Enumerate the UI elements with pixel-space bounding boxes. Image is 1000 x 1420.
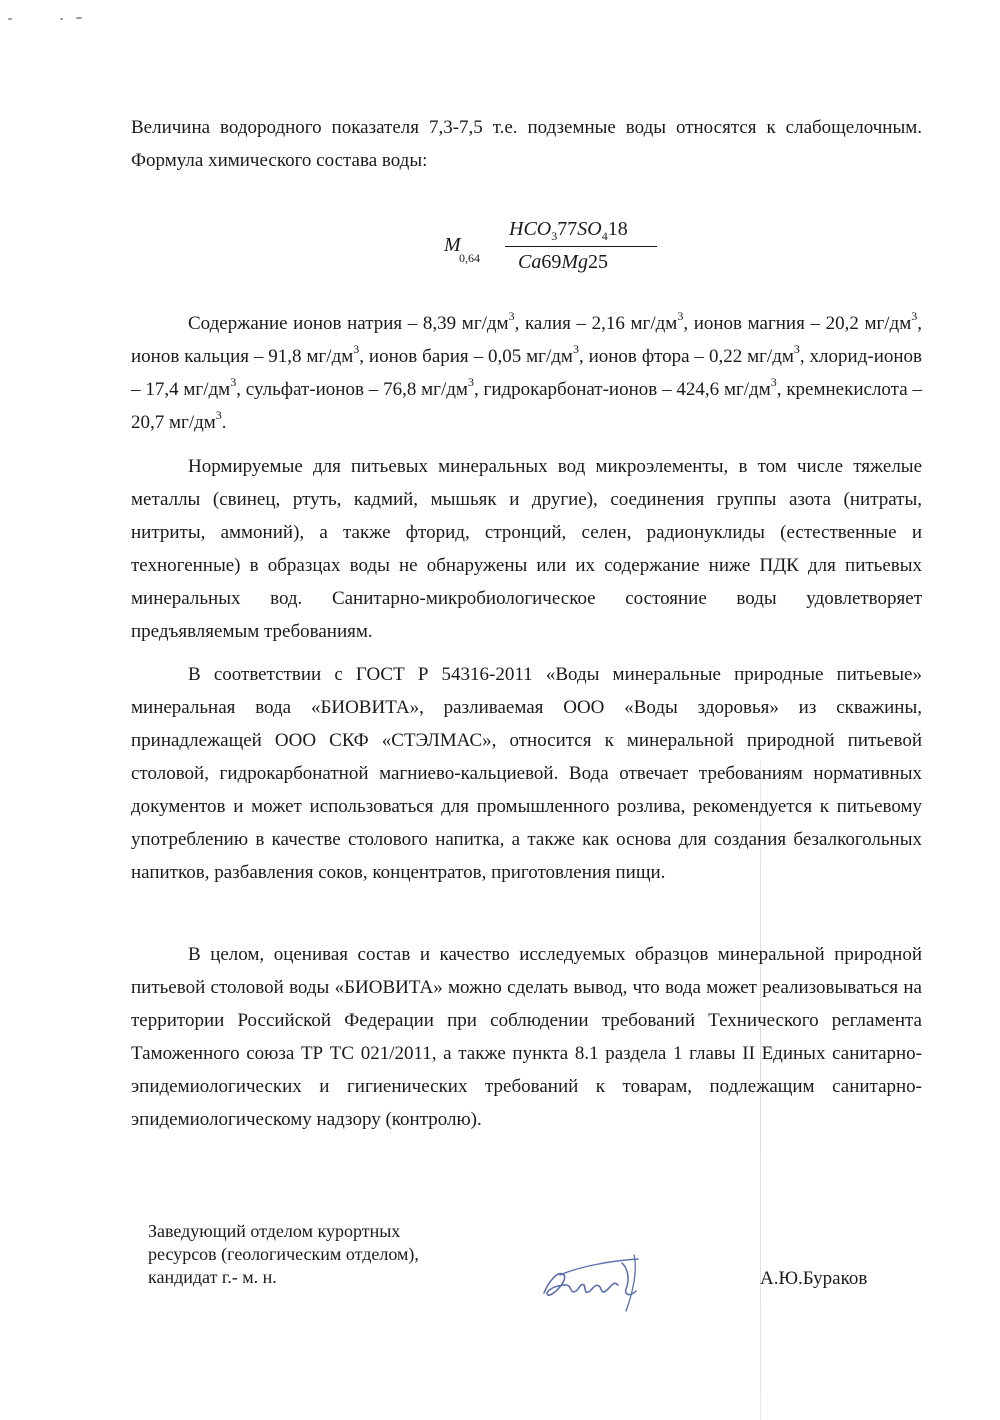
paragraph-ion-content: [131, 307, 922, 439]
paragraph-text: Нормируемые для питьевых минеральных вод микроэлементы, в том числе тяжелые металлы (свинец, ртуть, кадмий, мышьяк и другие), соединения группы азота (нитраты, нитриты, аммоний), а также фторид, стронций, селен, радионуклиды (естественные и техногенные) в образцах воды не обнаружены или их содержание ниже ПДК для питьевых минеральных вод. Санитарно-микробиологическое состояние воды удовлетворяет предъявляемым требованиям.: [131, 456, 922, 642]
paragraph-text: Содержание ионов натрия – 8,39 $мг/дм^3$, калия – 2,16 $мг/дм^3$, ионов магния – 20,2 $мг/дм^3$, ионов кальция – 91,8 $мг/дм^3$, ионов бария – 0,05 $мг/дм^3$, ионов фтора – 0,22 $мг/дм^3$, хлорид-ионов – 17,4 $мг/дм^3$, сульфат-ионов – 76,8 $мг/дм^3$, гидрокарбонат-ионов – 424,6 $мг/дм^3$, кремнекислота – 20,7 $мг/дм^3$.: [131, 308, 923, 433]
formula-fraction-bar: [505, 246, 657, 247]
scan-artifact: [76, 17, 82, 19]
formula-denominator: [518, 251, 608, 274]
formula-cation-ca-value: 69: [541, 251, 562, 273]
formula-mineralization-symbol: M: [444, 234, 461, 256]
formula-anion-hco: HCO: [509, 218, 552, 240]
formula-mineralization-value: 0,64: [459, 251, 480, 265]
paragraph-text: В соответствии с ГОСТ Р 54316-2011 «Воды минеральные природные питьевые» минеральная вода «БИОВИТА», разливаемая ООО «Воды здоровья» из скважины, принадлежащей ООО СКФ «СТЭЛМАС», относится к минеральной природной питьевой столовой, гидрокарбонатной магниево-кальциевой. Вода отвечает требованиям нормативных документов и может использоваться для промышленного розлива, рекомендуется к питьевому употреблению в качестве столового напитка, а также как основа для создания безалкогольных напитков, разбавления соков, концентратов, приготовления пищи.: [131, 664, 922, 883]
formula-anion-hco-value: 77: [557, 218, 578, 240]
formula-numerator: [509, 218, 628, 241]
chemical-formula: [444, 218, 628, 278]
formula-subscript: 3: [551, 229, 558, 243]
handwritten-signature: [538, 1245, 653, 1315]
formula-cation-mg-value: 25: [588, 251, 609, 273]
formula-cation-ca: Ca: [518, 251, 542, 273]
paragraph-gost-compliance: [131, 658, 922, 889]
signer-title-line: кандидат г.- м. н.: [148, 1267, 277, 1287]
paragraph-text: Величина водородного показателя 7,3-7,5 т.е. подземные воды относятся к слабощелочным. Формула химического состава воды:: [131, 117, 922, 171]
scan-artifact: [60, 18, 63, 20]
formula-anion-so-value: 18: [607, 218, 628, 240]
signer-position: [148, 1220, 419, 1289]
signer-name: А.Ю.Бураков: [760, 1268, 868, 1289]
formula-anion-so: SO: [577, 218, 602, 240]
formula-cation-mg: Mg: [561, 251, 589, 273]
scan-artifact: [8, 18, 12, 20]
signer-title-line: ресурсов (геологическим отделом),: [148, 1244, 419, 1264]
signer-title-line: Заведующий отделом курортных: [148, 1221, 401, 1241]
paragraph-conclusion: [131, 938, 922, 1136]
paragraph-microelements: [131, 450, 922, 648]
paragraph-ph-value: [131, 111, 922, 177]
formula-subscript: 4: [601, 229, 608, 243]
paragraph-text: В целом, оценивая состав и качество исследуемых образцов минеральной природной питьевой столовой воды «БИОВИТА» можно сделать вывод, что вода может реализовываться на территории Российской Федерации при соблюдении требований Технического регламента Таможенного союза ТР ТС 021/2011, а также пункта 8.1 раздела 1 главы II Единых санитарно-эпидемиологических и гигиенических требований к товарам, подлежащим санитарно-эпидемиологическому надзору (контролю).: [131, 944, 922, 1130]
